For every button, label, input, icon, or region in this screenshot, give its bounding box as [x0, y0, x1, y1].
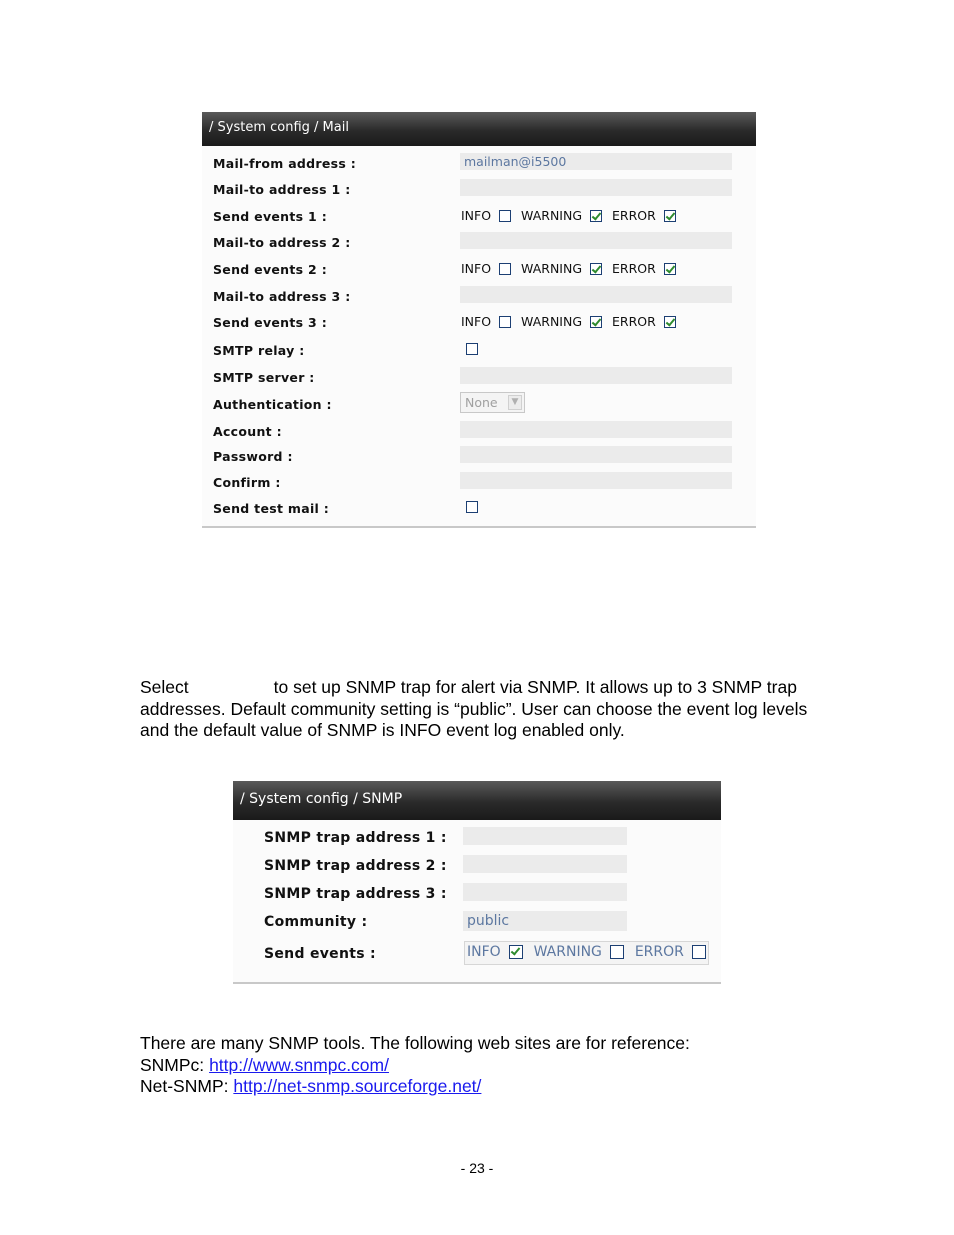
- event-warning-checkbox[interactable]: [590, 316, 602, 328]
- snmp-trap-3-row: [233, 883, 721, 905]
- mail-to-3-row: [202, 286, 756, 308]
- reference-link-netsnmp-line: [140, 1076, 820, 1098]
- smtp-relay-checkbox[interactable]: [466, 343, 478, 355]
- snmp-panel-body: [233, 820, 721, 984]
- snmp-event-warning-label: WARNING: [533, 944, 602, 960]
- password-input[interactable]: [460, 446, 732, 463]
- snmp-trap-2-input[interactable]: [463, 855, 627, 873]
- mail-panel-divider: [202, 526, 756, 528]
- event-info-label: INFO: [461, 261, 492, 276]
- mail-panel-header: [202, 112, 756, 146]
- event-info-label: INFO: [461, 314, 492, 329]
- snmp-event-info-checkbox[interactable]: [509, 945, 523, 959]
- snmp-send-events-row: [233, 943, 721, 965]
- reference-link-snmpc-line: [140, 1055, 820, 1077]
- mail-to-1-row: [202, 179, 756, 201]
- event-error-label: ERROR: [612, 314, 656, 329]
- snmp-trap-1-input[interactable]: [463, 827, 627, 845]
- event-error-checkbox[interactable]: [664, 316, 676, 328]
- community-label: Community :: [264, 914, 368, 930]
- mail-to-3-label: Mail-to address 3 :: [213, 289, 351, 304]
- snmp-intro-paragraph: [140, 677, 820, 742]
- confirm-label: Confirm :: [213, 475, 281, 490]
- mail-from-label: Mail-from address :: [213, 156, 357, 171]
- smtp-server-row: [202, 367, 756, 389]
- send-events-1-row: [202, 206, 756, 228]
- snmp-config-panel: [233, 781, 721, 984]
- snmp-trap-3-input[interactable]: [463, 883, 627, 901]
- account-input[interactable]: [460, 421, 732, 438]
- confirm-input[interactable]: [460, 472, 732, 489]
- send-events-2-row: [202, 259, 756, 281]
- event-warning-label: WARNING: [521, 314, 583, 329]
- community-input[interactable]: public: [463, 911, 627, 931]
- send-test-mail-checkbox[interactable]: [466, 501, 478, 513]
- mail-panel-title: / System config / Mail: [209, 120, 349, 135]
- authentication-label: Authentication :: [213, 397, 332, 412]
- send-events-2-options: [461, 260, 676, 276]
- event-info-label: INFO: [461, 208, 492, 223]
- mail-to-2-row: [202, 232, 756, 254]
- snmp-trap-1-row: [233, 827, 721, 849]
- event-warning-checkbox[interactable]: [590, 210, 602, 222]
- send-events-1-options: [461, 207, 676, 223]
- snmp-send-events-label: Send events :: [264, 946, 376, 962]
- snmp-event-error-label: ERROR: [634, 944, 684, 960]
- snmp-event-error-checkbox[interactable]: [692, 945, 706, 959]
- intro-word-select: Select: [140, 677, 189, 697]
- snmp-event-warning-checkbox[interactable]: [610, 945, 624, 959]
- smtp-relay-label: SMTP relay :: [213, 343, 305, 358]
- event-info-checkbox[interactable]: [499, 210, 511, 222]
- send-test-mail-row: [202, 498, 756, 520]
- reference-intro: There are many SNMP tools. The following web sites are for reference:: [140, 1033, 690, 1053]
- mail-to-1-input[interactable]: [460, 179, 732, 196]
- smtp-server-label: SMTP server :: [213, 370, 315, 385]
- send-events-1-label: Send events 1 :: [213, 209, 327, 224]
- netsnmp-prefix: Net-SNMP:: [140, 1076, 229, 1096]
- snmpc-prefix: SNMPc:: [140, 1054, 205, 1075]
- send-events-3-row: [202, 312, 756, 334]
- snmpc-link[interactable]: http://www.snmpc.com/: [209, 1054, 389, 1075]
- event-warning-label: WARNING: [521, 208, 583, 223]
- netsnmp-link[interactable]: http://net-snmp.sourceforge.net/: [233, 1076, 482, 1096]
- snmp-trap-2-label: SNMP trap address 2 :: [264, 858, 447, 874]
- snmp-panel-title: / System config / SNMP: [240, 791, 403, 807]
- smtp-server-input[interactable]: [460, 367, 732, 384]
- mail-config-panel: [202, 112, 756, 530]
- event-error-checkbox[interactable]: [664, 210, 676, 222]
- mail-panel-body: [202, 146, 756, 528]
- account-row: [202, 421, 756, 443]
- mail-from-row: [202, 153, 756, 175]
- authentication-value: None: [465, 395, 498, 410]
- snmp-panel-divider: [233, 982, 721, 984]
- send-test-mail-label: Send test mail :: [213, 501, 330, 516]
- intro-text: to set up SNMP trap for alert via SNMP. It allows up to 3 SNMP trap addresses. Default community setting is “public”. User can choose the event log levels and the default value of SNMP is INFO event log enabled only.: [140, 677, 808, 740]
- event-info-checkbox[interactable]: [499, 316, 511, 328]
- event-warning-checkbox[interactable]: [590, 263, 602, 275]
- snmp-trap-2-row: [233, 855, 721, 877]
- password-label: Password :: [213, 449, 293, 464]
- event-error-checkbox[interactable]: [664, 263, 676, 275]
- password-row: [202, 446, 756, 468]
- mail-to-3-input[interactable]: [460, 286, 732, 303]
- account-label: Account :: [213, 424, 282, 439]
- snmp-event-info-label: INFO: [467, 944, 501, 960]
- confirm-row: [202, 472, 756, 494]
- event-warning-label: WARNING: [521, 261, 583, 276]
- snmp-panel-header: [233, 781, 721, 820]
- community-row: [233, 911, 721, 933]
- send-events-3-options: [461, 313, 676, 329]
- event-info-checkbox[interactable]: [499, 263, 511, 275]
- event-error-label: ERROR: [612, 208, 656, 223]
- snmp-send-events-options: [464, 941, 709, 965]
- mail-to-2-input[interactable]: [460, 232, 732, 249]
- event-error-label: ERROR: [612, 261, 656, 276]
- snmp-trap-3-label: SNMP trap address 3 :: [264, 886, 447, 902]
- mail-from-input[interactable]: mailman@i5500: [460, 153, 732, 170]
- page-number: - 23 -: [460, 1160, 494, 1176]
- chevron-down-icon[interactable]: ▼: [508, 395, 522, 410]
- authentication-row: [202, 394, 756, 416]
- send-events-2-label: Send events 2 :: [213, 262, 327, 277]
- send-events-3-label: Send events 3 :: [213, 315, 327, 330]
- snmp-trap-1-label: SNMP trap address 1 :: [264, 830, 447, 846]
- reference-section: [140, 1033, 820, 1098]
- mail-to-2-label: Mail-to address 2 :: [213, 235, 351, 250]
- smtp-relay-row: [202, 340, 756, 362]
- mail-to-1-label: Mail-to address 1 :: [213, 182, 351, 197]
- authentication-select[interactable]: [460, 392, 525, 413]
